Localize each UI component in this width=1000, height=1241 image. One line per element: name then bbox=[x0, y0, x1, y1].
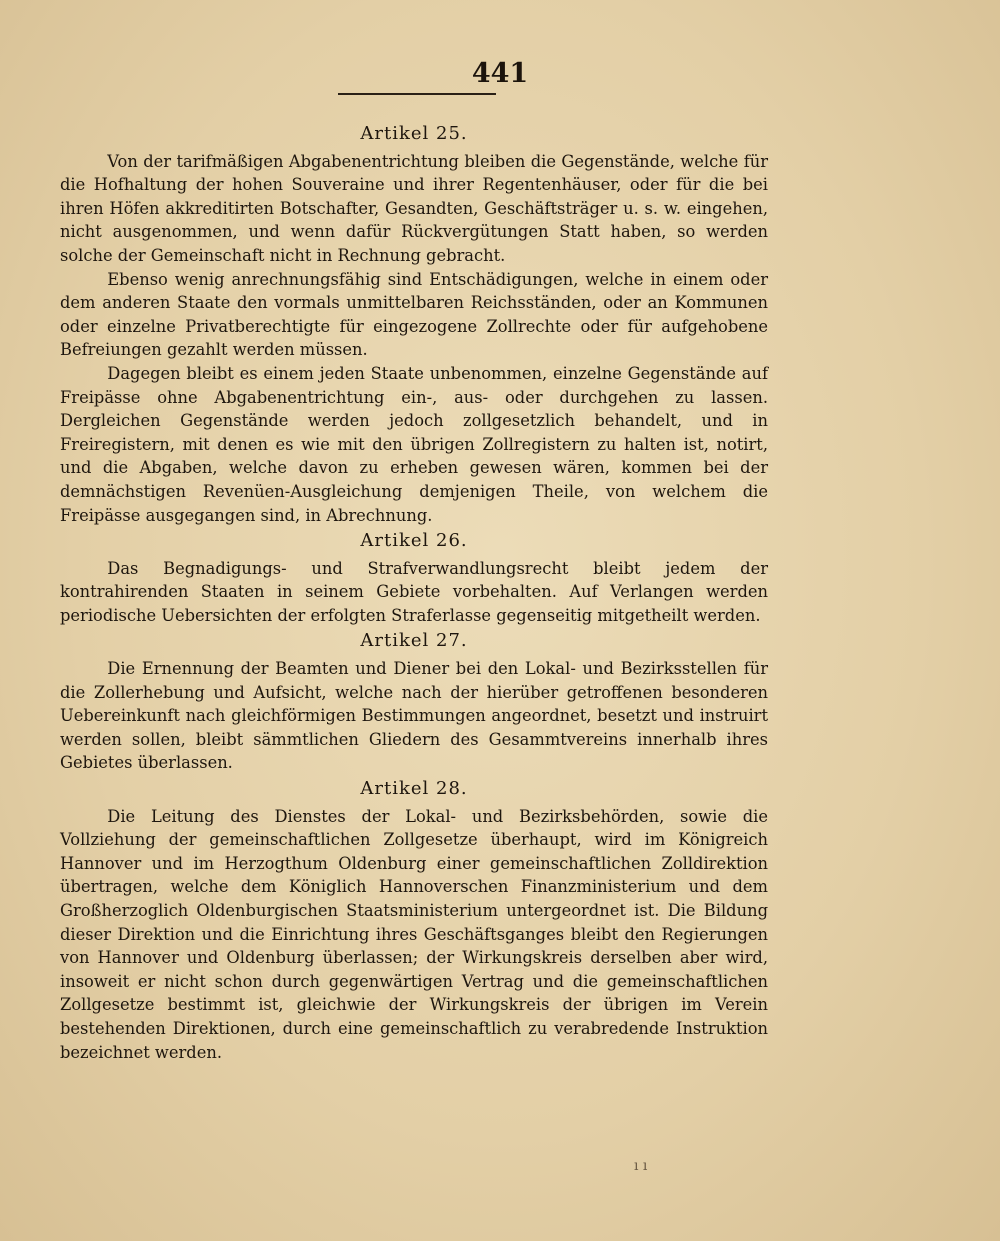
article-28 bbox=[60, 777, 768, 1064]
article-paragraph: Ebenso wenig anrechnungsfähig sind Entschädigungen, welche in einem oder dem anderen Staate den vormals unmittelbaren Reichsständen, oder an Kommunen oder einzelne Privatberechtigte für eingezogene Zollrechte oder für aufgehobene Befreiungen gezahlt werden müssen. bbox=[60, 269, 768, 360]
article-heading: Artikel 25. bbox=[360, 123, 468, 144]
page-body bbox=[60, 120, 768, 1064]
article-paragraph: Dagegen bleibt es einem jeden Staate unbenommen, einzelne Gegenstände auf Freipässe ohne Abgabenentrichtung ein-, aus- oder durchgehen zu lassen. Dergleichen Gegenstände werden jedoch zollgesetzlich behandelt, und in Freiregistern, mit denen es wie mit den übrigen Zollregistern zu halten ist, notirt, und die Abgaben, welche davon zu erheben gewesen wären, kommen bei der demnächstigen Revenüen-Ausgleichung demjenigen Theile, von welchem die Freipässe ausgegangen sind, in Abrechnung. bbox=[60, 363, 768, 525]
header-rule bbox=[338, 93, 496, 95]
article-26 bbox=[60, 529, 768, 627]
article-heading: Artikel 28. bbox=[360, 778, 468, 800]
article-heading: Artikel 27. bbox=[360, 630, 468, 652]
article-paragraph: Die Ernennung der Beamten und Diener bei den Lokal- und Bezirksstellen für die Zollerhebung und Aufsicht, welche nach der hierüber getroffenen besonderen Uebereinkunft nach gleichförmigen Bestimmungen angeordnet, besetzt und instruirt werden sollen, bleibt sämmtlichen Gliedern des Gesammtvereins innerhalb ihres Gebietes überlassen. bbox=[60, 659, 768, 773]
article-25 bbox=[60, 122, 768, 527]
page-number: 441 bbox=[471, 58, 529, 89]
article-paragraph: Von der tarifmäßigen Abgabenentrichtung bleiben die Gegenstände, welche für die Hofhaltung der hohen Souveraine und ihrer Regentenhäuser, oder für die bei ihren Höfen akkreditirten Botschafter, Gesandten, Geschäftsträger u. s. w. eingehen, nicht ausgenommen, und wenn dafür Rückvergütungen Statt haben, so werden solche der Gemeinschaft nicht in Rechnung gebracht. bbox=[60, 151, 768, 265]
article-heading: Artikel 26. bbox=[360, 530, 468, 552]
article-27 bbox=[60, 629, 768, 775]
article-paragraph: Die Leitung des Dienstes der Lokal- und Bezirksbehörden, sowie die Vollziehung der gemeinschaftlichen Zollgesetze überhaupt, wird im Königreich Hannover und im Herzogthum Oldenburg einer gemeinschaftlichen Zolldirektion übertragen, welche dem Königlich Hannoverschen Finanzministerium und dem Großherzoglich Oldenburgischen Staatsministerium untergeordnet ist. Die Bildung dieser Direktion und die Einrichtung ihres Geschäftsganges bleibt den Regierungen von Hannover und Oldenburg überlassen; der Wirkungskreis derselben aber wird, insoweit er nicht schon durch gegenwärtigen Vertrag und die gemeinschaftlichen Zollgesetze bestimmt ist, gleichwie der Wirkungskreis der übrigen im Verein bestehenden Direktionen, durch eine gemeinschaftlich zu verabredende Instruktion bezeichnet werden. bbox=[60, 806, 768, 1062]
article-paragraph: Das Begnadigungs- und Strafverwandlungsrecht bleibt jedem der kontrahirenden Staaten in seinem Gebiete vorbehalten. Auf Verlangen werden periodische Uebersichten der erfolgten Straferlasse gegenseitig mitgetheilt werden. bbox=[60, 558, 768, 625]
paper-speck-mark: ı ı bbox=[634, 1158, 648, 1174]
